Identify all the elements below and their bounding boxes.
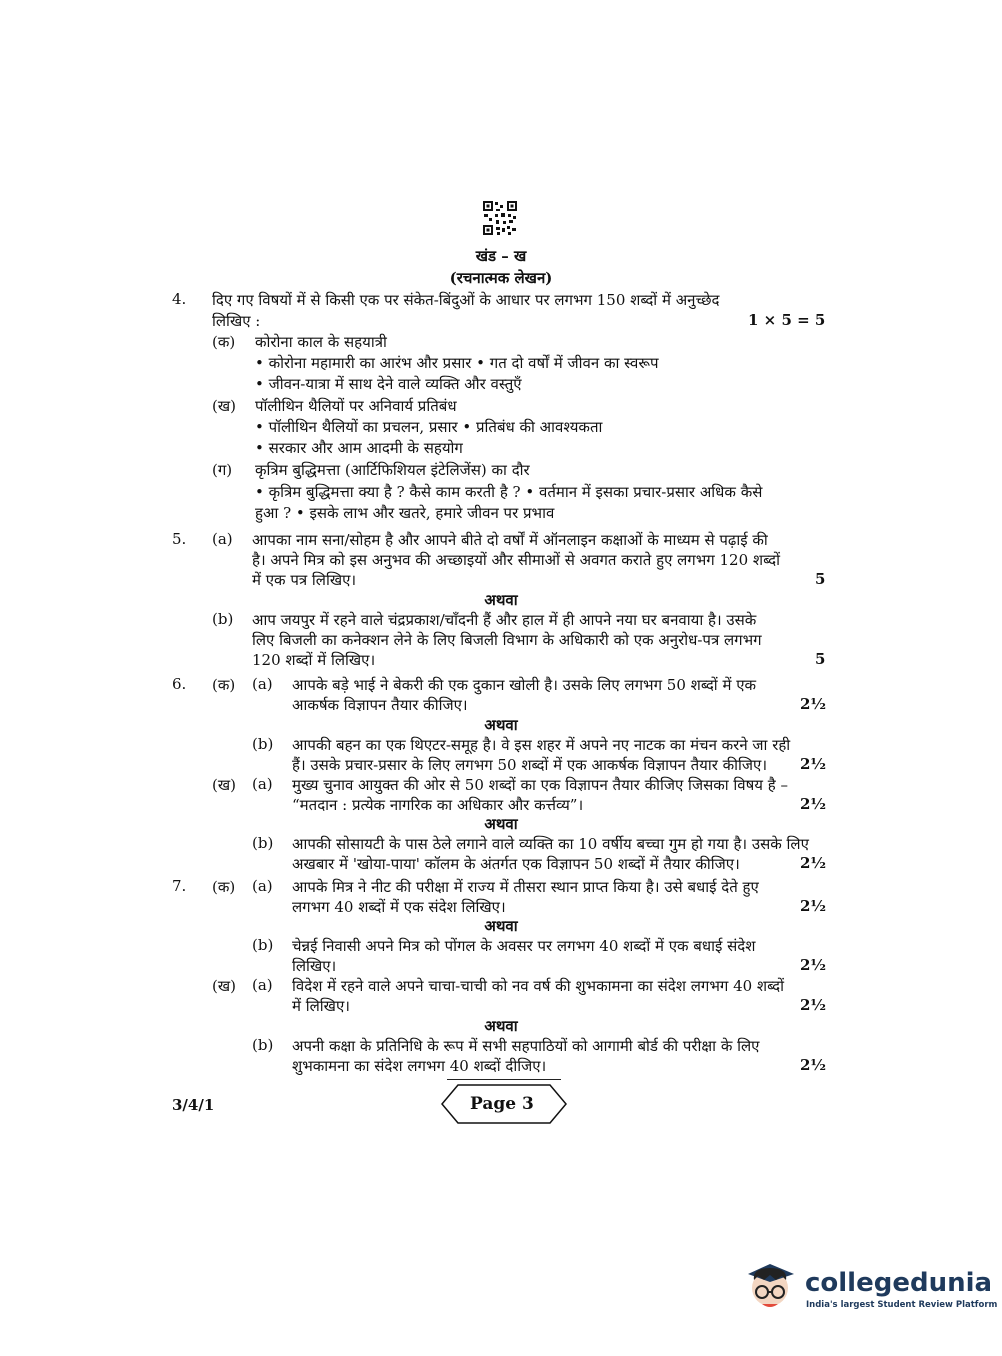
q5-b-line2: लिए बिजली का कनेक्शन लेने के लिए बिजली विभाग के अधिकारी को एक अनुरोध-पत्र लगभग [252,631,762,649]
q5-or: अथवा [484,591,518,609]
q4-b-title: पॉलीथिन थैलियों पर अनिवार्य प्रतिबंध [255,397,457,415]
q7-kb-label: (b) [252,936,274,954]
q6-ka-marks: 2½ [800,695,827,713]
q4-a-bullet1: • कोरोना महामारी का आरंभ और प्रसार • गत दो वर्षों में जीवन का स्वरूप [255,354,659,372]
q7-kha-label: (a) [252,976,273,994]
q5-a-line2: है। अपने मित्र को इस अनुभव की अच्छाइयों और सीमाओं से अवगत कराते हुए लगभग 120 शब्दों [252,551,780,569]
section-subtitle: (रचनात्मक लेखन) [449,269,553,287]
q7-k-label: (क) [212,878,236,896]
q6-ka-line2: आकर्षक विज्ञापन तैयार कीजिए। [292,696,468,714]
q4-a-bullet2: • जीवन-यात्रा में साथ देने वाले व्यक्ति और वस्तुएँ [255,375,522,393]
paper-code: 3/4/1 [172,1096,215,1114]
q6-kha-line1: मुख्य चुनाव आयुक्त की ओर से 50 शब्दों का एक विज्ञापन तैयार कीजिए जिसका विषय है – [292,776,788,794]
q4-number: 4. [172,290,187,308]
q4-a-label: (क) [212,333,236,351]
q7-khb-line2: शुभकामना का संदेश लगभग 40 शब्दों दीजिए। [292,1057,547,1075]
collegedunia-brand: collegedunia [805,1268,993,1298]
q7-kb-marks: 2½ [800,956,827,974]
q6-kb-line1: आपकी बहन का एक थिएटर-समूह है। वे इस शहर में अपने नए नाटक का मंचन करने जा रही [292,736,791,754]
q7-ka-line1: आपके मित्र ने नीट की परीक्षा में राज्य में तीसरा स्थान प्राप्त किया है। उसे बधाई देते हुए [292,878,759,896]
q6-khb-line2: अखबार में 'खोया-पाया' कॉलम के अंतर्गत एक विज्ञापन 50 शब्दों में तैयार कीजिए। [292,855,740,873]
q6-number: 6. [172,675,187,693]
q5-a-line1: आपका नाम सना/सोहम है और आपने बीते दो वर्षों में ऑनलाइन कक्षाओं के माध्यम से पढ़ाई की [252,531,768,549]
q6-kh-label: (ख) [212,776,236,794]
q4-b-bullet2: • सरकार और आम आदमी के सहयोग [255,439,463,457]
q4-c-title: कृत्रिम बुद्धिमत्ता (आर्टिफिशियल इंटेलिजेंस) का दौर [255,461,530,479]
q6-khb-label: (b) [252,834,274,852]
q5-a-marks: 5 [815,570,826,588]
q4-c-bullet2: हुआ ? • इसके लाभ और खतरे, हमारे जीवन पर प्रभाव [255,504,555,522]
q7-kha-line2: में लिखिए। [292,997,350,1015]
q6-or2: अथवा [484,815,518,833]
q6-kb-label: (b) [252,735,274,753]
footer-rule [447,1079,561,1080]
q5-number: 5. [172,530,187,548]
qr-code [482,200,518,236]
section-title: खंड – ख [475,247,527,265]
q4-c-bullet1: • कृत्रिम बुद्धिमत्ता क्या है ? कैसे काम करती है ? • वर्तमान में इसका प्रचार-प्रसार अधिक कैसे [255,483,763,501]
q6-ka-line1: आपके बड़े भाई ने बेकरी की एक दुकान खोली है। उसके लिए लगभग 50 शब्दों में एक [292,676,757,694]
q7-kha-line1: विदेश में रहने वाले अपने चाचा-चाची को नव वर्ष की शुभकामना का संदेश लगभग 40 शब्दों [292,977,784,995]
q7-ka-marks: 2½ [800,897,827,915]
q7-kh-label: (ख) [212,977,236,995]
q5-b-label: (b) [212,610,234,628]
q4-marks: 1 × 5 = 5 [748,311,826,329]
q7-number: 7. [172,877,187,895]
q7-or1: अथवा [484,917,518,935]
q7-kb-line2: लिखिए। [292,957,337,975]
q4-line1: दिए गए विषयों में से किसी एक पर संकेत-बिंदुओं के आधार पर लगभग 150 शब्दों में अनुच्छेद [212,291,720,309]
q6-kb-marks: 2½ [800,755,827,773]
q7-khb-label: (b) [252,1036,274,1054]
q7-ka-label: (a) [252,877,273,895]
q7-or2: अथवा [484,1017,518,1035]
q6-kha-marks: 2½ [800,795,827,813]
q7-khb-marks: 2½ [800,1056,827,1074]
q6-kha-line2: “मतदान : प्रत्येक नागरिक का अधिकार और कर्त्तव्य”। [292,796,584,814]
q7-ka-line2: लगभग 40 शब्दों में एक संदेश लिखिए। [292,898,506,916]
q6-khb-marks: 2½ [800,854,827,872]
collegedunia-tagline: India's largest Student Review Platform [806,1300,998,1310]
q7-khb-line1: अपनी कक्षा के प्रतिनिधि के रूप में सभी सहपाठियों को आगामी बोर्ड की परीक्षा के लिए [292,1037,760,1055]
q5-b-marks: 5 [815,650,826,668]
q6-kb-line2: हैं। उसके प्रचार-प्रसार के लिए लगभग 50 शब्दों में एक आकर्षक विज्ञापन तैयार कीजिए। [292,756,768,774]
q6-ka-label: (a) [252,675,273,693]
q5-b-line3: 120 शब्दों में लिखिए। [252,651,376,669]
q6-or1: अथवा [484,716,518,734]
q4-b-label: (ख) [212,397,236,415]
q6-k-label: (क) [212,676,236,694]
q5-a-line3: में एक पत्र लिखिए। [252,571,357,589]
page-number: Page 3 [470,1094,534,1114]
q5-b-line1: आप जयपुर में रहने वाले चंद्रप्रकाश/चाँदनी हैं और हाल में ही आपने नया घर बनवाया है। उसके [252,611,757,629]
q4-c-label: (ग) [212,461,233,479]
q4-line2: लिखिए : [212,312,261,330]
q5-a-label: (a) [212,530,233,548]
q6-kha-label: (a) [252,775,273,793]
q7-kb-line1: चेन्नई निवासी अपने मित्र को पोंगल के अवसर पर लगभग 40 शब्दों में एक बधाई संदेश [292,937,756,955]
q6-khb-line1: आपकी सोसायटी के पास ठेले लगाने वाले व्यक्ति का 10 वर्षीय बच्चा गुम हो गया है। उसके लिए [292,835,809,853]
q7-kha-marks: 2½ [800,996,827,1014]
q4-a-title: कोरोना काल के सहयात्री [255,333,387,351]
q4-b-bullet1: • पॉलीथिन थैलियों का प्रचलन, प्रसार • प्रतिबंध की आवश्यकता [255,418,603,436]
